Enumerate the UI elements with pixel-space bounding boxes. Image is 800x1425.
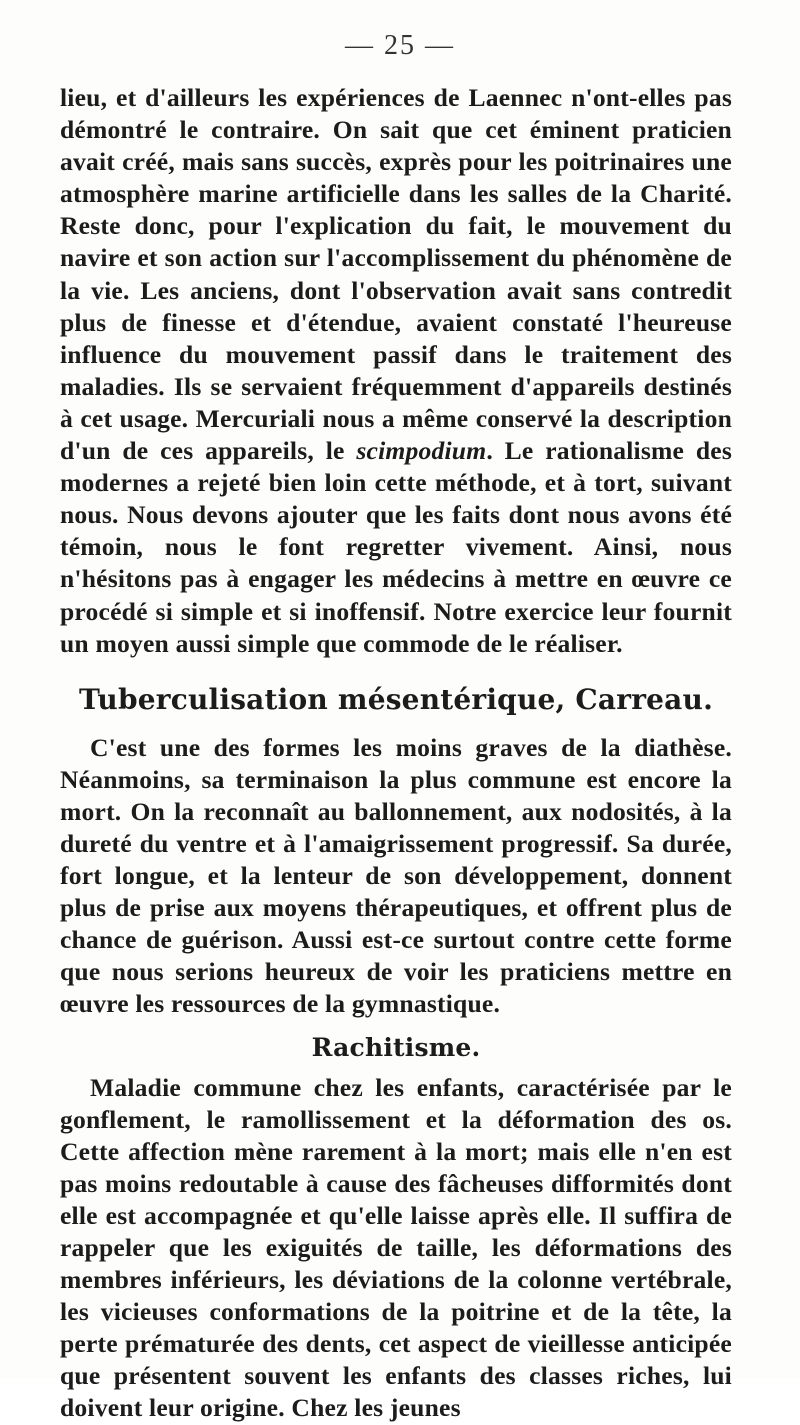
paragraph-1-text-b: . Le rationalisme des modernes a rejeté bien loin cette méthode, et à tort, suivant nous. Nous devons ajouter que les faits dont nous avons été témoin, nous le font regretter vivement. Ainsi, nous n'hésitons pas à engager les médecins à mettre en œuvre ce procédé si simple et si inoffensif. Notre exercice leur fournit un moyen aussi simple que commode de le réaliser. bbox=[60, 436, 732, 658]
page-number: — 25 — bbox=[345, 30, 455, 61]
paragraph-laennec bbox=[60, 82, 732, 660]
section-heading-tuberculisation: Tuberculisation mésentérique, Carreau. bbox=[78, 682, 714, 716]
paragraph-tuberculisation: C'est une des formes les moins graves de la diathèse. Néanmoins, sa terminaison la plus commune est encore la mort. On la reconnaît au ballonnement, aux nodosités, à la dureté du ventre et à l'amaigrissement progressif. Sa durée, fort longue, et la lenteur de son développement, donnent plus de prise aux moyens thérapeutiques, et offrent plus de chance de guérison. Aussi est-ce surtout contre cette forme que nous serions heureux de voir les praticiens mettre en œuvre les ressources de la gymnastique. bbox=[60, 732, 732, 1019]
page-body bbox=[60, 82, 732, 1425]
term-scimpodium: scimpodium bbox=[356, 436, 487, 466]
paragraph-rachitisme: Maladie commune chez les enfants, caractérisée par le gonflement, le ramollissement et la déformation des os. Cette affection mène rarement à la mort; mais elle n'en est pas moins redoutable à cause des fâcheuses difformités dont elle est accompagnée et qu'elle laisse après elle. Il suffira de rappeler que les exiguités de taille, les déformations des membres inférieurs, les déviations de la colonne vertébrale, les vicieuses conformations de la poitrine et de la tête, la perte prématurée des dents, cet aspect de vieillesse anticipée que présentent souvent les enfants des classes riches, lui doivent leur origine. Chez les jeunes bbox=[60, 1072, 732, 1423]
paragraph-1-text-a: lieu, et d'ailleurs les expériences de Laennec n'ont-elles pas démontré le contraire. On sait que cet éminent praticien avait créé, mais sans succès, exprès pour les poitrinaires une atmosphère marine artificielle dans les salles de la Charité. Reste donc, pour l'explication du fait, le mouvement du navire et son action sur l'accomplissement du phénomène de la vie. Les anciens, dont l'observation avait sans contredit plus de finesse et d'étendue, avaient constaté l'heureuse influence du mouvement passif dans le traitement des maladies. Ils se servaient fréquemment d'appareils destinés à cet usage. Mercuriali nous a même conservé la description d'un de ces appareils, le bbox=[60, 83, 732, 466]
section-heading-rachitisme: Rachitisme. bbox=[311, 1032, 481, 1062]
